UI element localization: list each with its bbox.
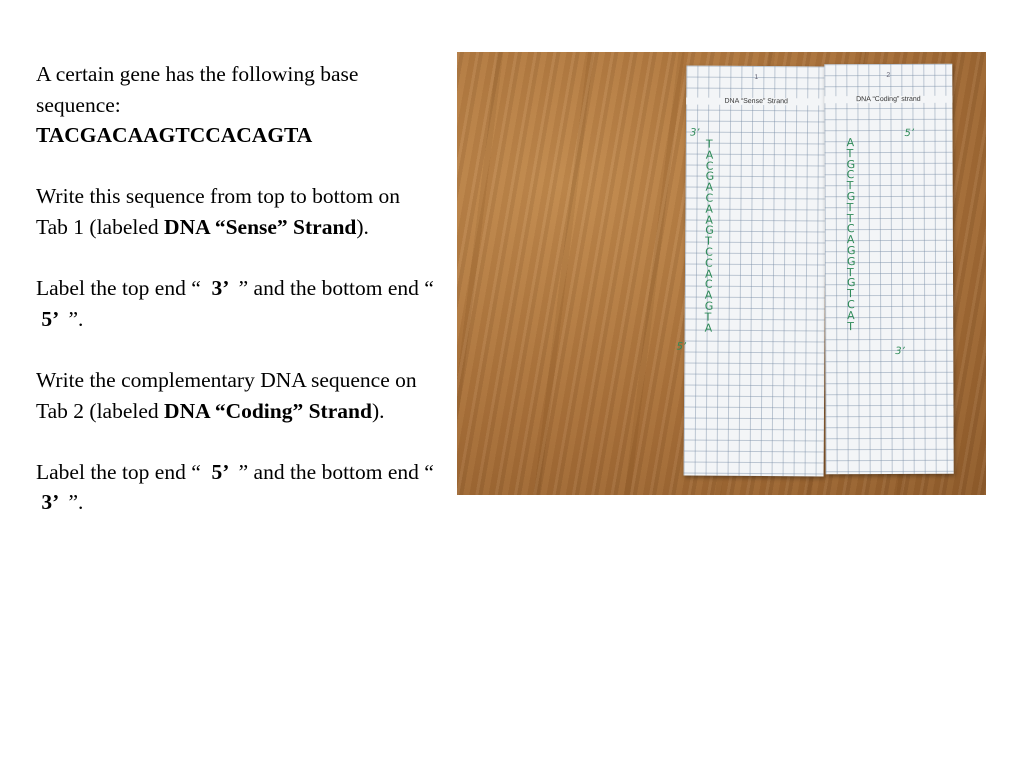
strand-letter: A	[705, 202, 714, 216]
strand-letter: T	[704, 310, 712, 324]
tab1-instruction	[36, 181, 436, 242]
strand-letter: A	[847, 308, 855, 322]
strand-letter: A	[704, 321, 713, 335]
tab2-instruction	[36, 365, 436, 426]
tab1-instruction-post: ).	[356, 214, 369, 239]
strand-letter: G	[846, 190, 856, 204]
strand-letter: G	[847, 276, 856, 290]
strand-letter: T	[847, 319, 854, 333]
strand-letter: T	[846, 200, 854, 214]
tab1-end-labels-instruction	[36, 273, 436, 334]
strand-letter: C	[705, 256, 713, 270]
strand-letter: C	[846, 168, 855, 182]
strand-letter: A	[705, 180, 714, 194]
strand-letter: A	[704, 288, 713, 302]
tab2-end-labels-instruction	[36, 457, 436, 518]
strand-letter: G	[846, 244, 856, 258]
strand-letter: G	[705, 224, 714, 238]
tab2-instruction-pre: Write the complementary DNA sequence on Tab 2 (labeled	[36, 367, 417, 423]
tab1-number: 1	[754, 73, 759, 82]
tab1-panel	[676, 66, 827, 477]
strand-letter: T	[846, 146, 854, 160]
tab2-instruction-post: ).	[371, 398, 385, 423]
tab2-ends-post: ”.	[63, 490, 84, 515]
intro-paragraph	[36, 59, 436, 151]
strand-letter: G	[846, 157, 856, 171]
tab2-number: 2	[886, 71, 891, 80]
strand-letter: G	[705, 170, 715, 184]
strand-letter: A	[846, 233, 855, 247]
tab1-bottom-end-value: 5’	[36, 306, 64, 331]
tab1-instruction-pre: Write this sequence from top to bottom on Tab 1 (labeled	[36, 184, 400, 239]
tab1-label-name: DNA “Sense” Strand	[164, 214, 357, 239]
strand-letter: T	[705, 234, 712, 248]
strand-letter: A	[846, 136, 855, 150]
tab2-panel	[824, 64, 953, 474]
strand-letter: T	[705, 137, 713, 151]
strand-letter: C	[705, 245, 713, 259]
strand-letter: G	[704, 299, 714, 313]
tab2-ends-mid: ” and the bottom end “	[233, 459, 434, 484]
tab2-bottom-end-value: 3’	[36, 490, 64, 515]
tab2-strand	[847, 138, 856, 332]
tab1-top-end-value: 3’	[206, 276, 234, 301]
tab1-header: DNA “Sense” Strand	[686, 98, 826, 106]
strand-letter: A	[704, 267, 713, 281]
tab2-bottom-label: 3’	[895, 345, 905, 357]
tab2-label-name: DNA “Coding” Strand	[164, 398, 372, 423]
strand-letter: C	[705, 191, 714, 205]
tab1-ends-mid: ” and the bottom end “	[233, 276, 434, 301]
tab2-header: DNA “Coding” strand	[824, 96, 952, 103]
strand-letter: C	[846, 222, 855, 236]
tab2-top-end-value: 5’	[206, 459, 234, 484]
strand-letter: T	[846, 265, 854, 279]
tab1-ends-pre: Label the top end “	[36, 276, 207, 301]
base-sequence: TACGACAAGTCCACAGTA	[36, 123, 313, 148]
strand-letter: C	[705, 159, 714, 173]
strand-letter: A	[705, 148, 714, 162]
tab1-ends-post: ”.	[63, 306, 84, 331]
foldable-photo	[457, 52, 986, 495]
tab1-bottom-label: 5’	[676, 341, 687, 353]
strand-letter: A	[705, 213, 713, 227]
tab2-top-label: 5’	[904, 127, 915, 139]
instructions-text	[36, 59, 436, 549]
strand-letter: T	[846, 179, 854, 193]
strand-letter: T	[846, 211, 854, 225]
tab2-ends-pre: Label the top end “	[36, 459, 207, 484]
tab1-top-label: 3’	[689, 127, 700, 139]
tab1-strand	[704, 137, 715, 335]
intro-text: A certain gene has the following base sequence:	[36, 62, 359, 117]
strand-letter: C	[847, 298, 855, 312]
strand-letter: C	[704, 278, 713, 292]
strand-letter: T	[847, 287, 854, 301]
strand-letter: G	[846, 254, 856, 268]
